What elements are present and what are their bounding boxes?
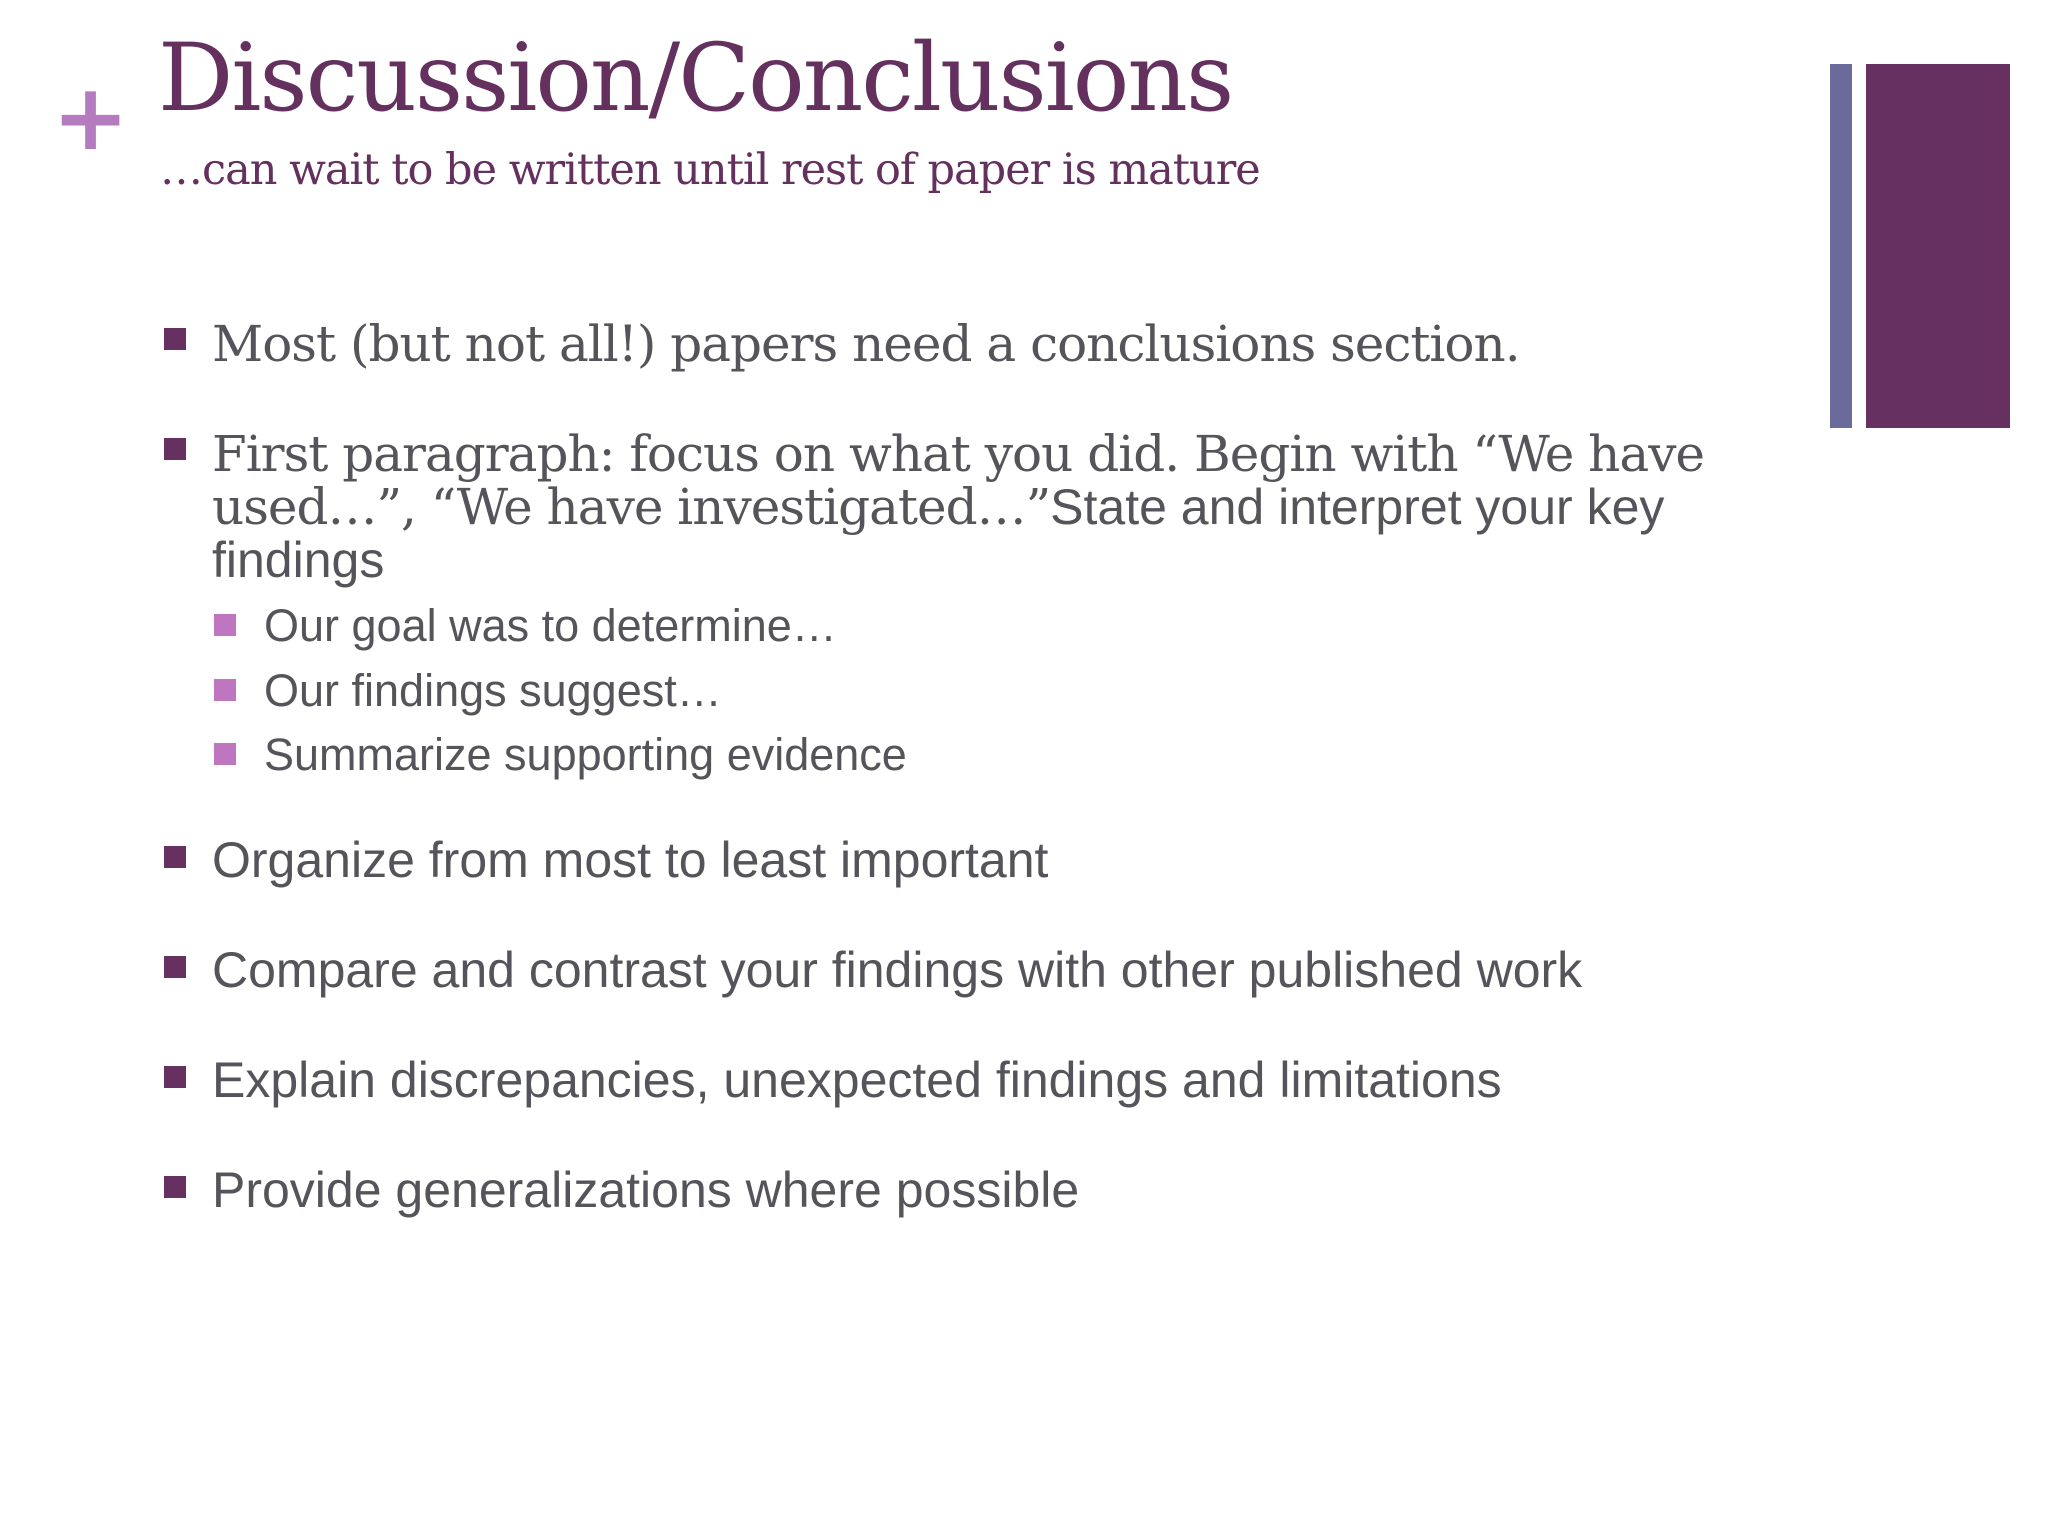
sub-bullet-square-icon bbox=[214, 679, 236, 701]
slide-title: Discussion/Conclusions bbox=[158, 24, 1233, 133]
bullet-text-serif-part: First paragraph: focus on what you did. Begin with “We have used…”, “We have investigated…” bbox=[212, 425, 1705, 536]
bullet-square-icon bbox=[164, 956, 186, 978]
sub-bullet-text: Summarize supporting evidence bbox=[264, 729, 907, 780]
decorative-bar-wide bbox=[1866, 64, 2010, 428]
decorative-bar-thin bbox=[1830, 64, 1852, 428]
bullet-item bbox=[212, 1054, 1752, 1107]
bullet-text: Compare and contrast your findings with other published work bbox=[212, 942, 1583, 998]
sub-bullet-item bbox=[264, 600, 1664, 652]
sub-bullet-text: Our goal was to determine… bbox=[264, 600, 837, 651]
bullet-text: Explain discrepancies, unexpected findings and limitations bbox=[212, 1052, 1502, 1108]
bullet-item bbox=[212, 834, 1752, 887]
bullet-square-icon bbox=[164, 438, 186, 460]
sub-bullet-item bbox=[264, 665, 1664, 717]
bullet-square-icon bbox=[164, 328, 186, 350]
bullet-text bbox=[212, 425, 1752, 588]
sub-bullet-item bbox=[264, 729, 1664, 781]
bullet-item bbox=[212, 425, 1752, 588]
bullet-item bbox=[212, 944, 1752, 997]
bullet-text: Organize from most to least important bbox=[212, 832, 1049, 888]
sub-bullet-square-icon bbox=[214, 614, 236, 636]
bullet-text: Most (but not all!) papers need a conclusions section. bbox=[212, 315, 1520, 373]
sub-bullet-text: Our findings suggest… bbox=[264, 665, 722, 716]
sub-bullet-square-icon bbox=[214, 743, 236, 765]
bullet-text-sans-part: State and interpret your key findings bbox=[212, 479, 1665, 588]
plus-icon: + bbox=[52, 64, 130, 171]
bullet-square-icon bbox=[164, 846, 186, 868]
bullet-square-icon bbox=[164, 1176, 186, 1198]
bullet-square-icon bbox=[164, 1066, 186, 1088]
slide-subtitle: …can wait to be written until rest of paper is mature bbox=[160, 145, 1260, 195]
bullet-item bbox=[212, 315, 1752, 373]
bullet-text: Provide generalizations where possible bbox=[212, 1162, 1080, 1218]
bullet-item bbox=[212, 1164, 1752, 1217]
